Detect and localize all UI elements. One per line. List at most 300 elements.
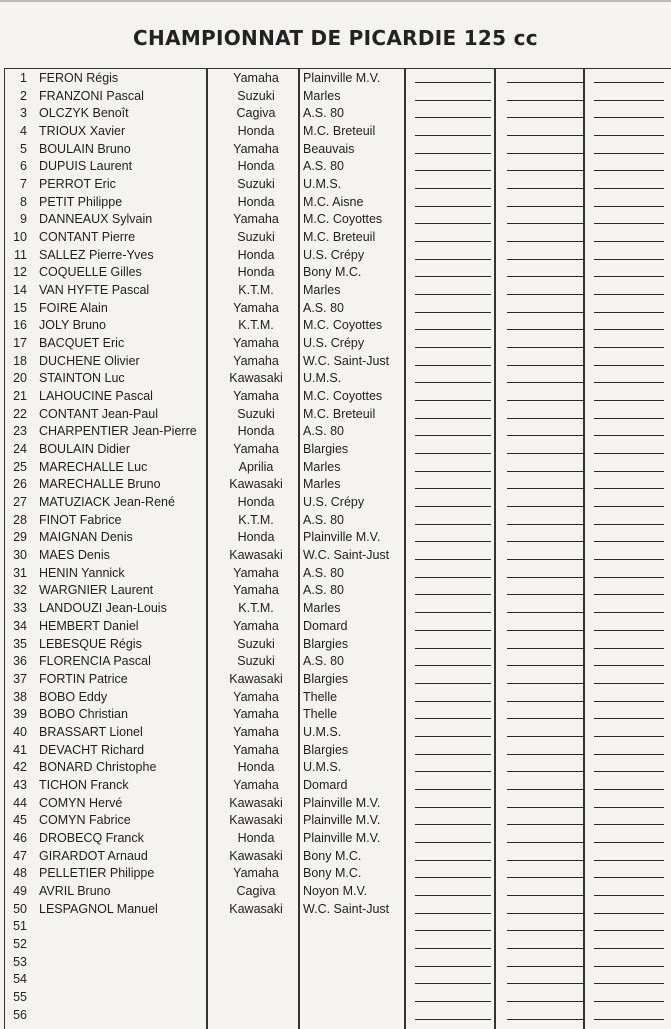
result-blank-line[interactable]: [415, 683, 491, 684]
result-blank-line[interactable]: [507, 913, 583, 914]
result-blank-line[interactable]: [594, 382, 664, 383]
result-blank-line[interactable]: [594, 665, 664, 666]
result-blank-line[interactable]: [507, 860, 583, 861]
result-blank-line[interactable]: [594, 294, 664, 295]
motorcycle-make: Honda: [237, 247, 275, 262]
result-blank-line[interactable]: [507, 506, 583, 507]
rider-number: 54: [13, 972, 27, 987]
table-row: [5, 158, 671, 176]
result-blank-line[interactable]: [415, 1001, 491, 1002]
result-blank-line[interactable]: [507, 524, 583, 525]
result-blank-line[interactable]: [415, 771, 491, 772]
result-blank-line[interactable]: [594, 736, 664, 737]
rider-club: Bony M.C.: [303, 866, 362, 881]
motorcycle-make: Yamaha: [233, 689, 279, 704]
result-blank-line[interactable]: [415, 188, 491, 189]
table-row: [5, 582, 671, 600]
rider-name: MAES Denis: [39, 548, 110, 563]
rider-club: W.C. Saint-Just: [303, 548, 390, 563]
result-blank-line[interactable]: [415, 135, 491, 136]
rider-number: 38: [13, 689, 27, 704]
result-blank-line[interactable]: [594, 683, 664, 684]
rider-number: 15: [13, 300, 27, 315]
result-blank-line[interactable]: [594, 471, 664, 472]
result-blank-line[interactable]: [507, 1001, 583, 1002]
rider-name: FORTIN Patrice: [39, 671, 128, 686]
rider-name: DANNEAUX Sylvain: [39, 212, 153, 227]
result-blank-line[interactable]: [507, 966, 583, 967]
rider-club: Marles: [303, 601, 341, 616]
result-blank-line[interactable]: [594, 453, 664, 454]
result-blank-line[interactable]: [415, 524, 491, 525]
result-blank-line[interactable]: [415, 365, 491, 366]
result-blank-line[interactable]: [594, 170, 664, 171]
result-blank-line[interactable]: [594, 1019, 664, 1020]
rider-name: BOBO Eddy: [39, 689, 108, 704]
result-blank-line[interactable]: [507, 453, 583, 454]
table-row: [5, 848, 671, 866]
rider-club: U.S. Crépy: [303, 336, 365, 351]
result-blank-line[interactable]: [594, 223, 664, 224]
result-blank-line[interactable]: [594, 100, 664, 101]
result-blank-line[interactable]: [415, 347, 491, 348]
rider-name: DUCHENE Olivier: [39, 353, 140, 368]
result-blank-line[interactable]: [594, 630, 664, 631]
result-blank-line[interactable]: [594, 400, 664, 401]
table-row: [5, 141, 671, 159]
result-blank-line[interactable]: [594, 789, 664, 790]
result-blank-line[interactable]: [507, 630, 583, 631]
result-blank-line[interactable]: [415, 170, 491, 171]
result-blank-line[interactable]: [415, 418, 491, 419]
result-blank-line[interactable]: [415, 913, 491, 914]
result-blank-line[interactable]: [415, 665, 491, 666]
result-blank-line[interactable]: [415, 223, 491, 224]
motorcycle-make: Honda: [237, 194, 275, 209]
rider-name: VAN HYFTE Pascal: [39, 283, 150, 298]
result-blank-line[interactable]: [594, 966, 664, 967]
result-blank-line[interactable]: [415, 789, 491, 790]
rider-club: Plainville M.V.: [303, 830, 381, 845]
result-blank-line[interactable]: [415, 594, 491, 595]
rider-number: 50: [13, 901, 27, 916]
table-row: [5, 335, 671, 353]
result-blank-line[interactable]: [594, 524, 664, 525]
result-blank-line[interactable]: [594, 718, 664, 719]
result-blank-line[interactable]: [415, 648, 491, 649]
result-blank-line[interactable]: [594, 312, 664, 313]
rider-name: HEMBERT Daniel: [39, 618, 139, 633]
result-blank-line[interactable]: [594, 895, 664, 896]
table-row: [5, 388, 671, 406]
rider-number: 46: [13, 830, 27, 845]
motorcycle-make: K.T.M.: [238, 512, 274, 527]
rider-number: 18: [13, 353, 27, 368]
rider-name: BONARD Christophe: [39, 760, 157, 775]
result-blank-line[interactable]: [594, 913, 664, 914]
result-blank-line[interactable]: [594, 771, 664, 772]
result-blank-line[interactable]: [415, 630, 491, 631]
result-blank-line[interactable]: [507, 435, 583, 436]
table-row: [5, 936, 671, 954]
motorcycle-make: Kawasaki: [229, 813, 283, 828]
rider-club: Blargies: [303, 636, 349, 651]
table-row: [5, 406, 671, 424]
table-row: [5, 441, 671, 459]
result-blank-line[interactable]: [507, 365, 583, 366]
rider-name: PELLETIER Philippe: [39, 866, 155, 881]
result-blank-line[interactable]: [507, 312, 583, 313]
result-blank-line[interactable]: [507, 294, 583, 295]
rider-number: 25: [13, 459, 27, 474]
result-blank-line[interactable]: [507, 276, 583, 277]
motorcycle-make: Yamaha: [233, 866, 279, 881]
rider-name: MARECHALLE Bruno: [39, 477, 161, 492]
motorcycle-make: Yamaha: [233, 212, 279, 227]
result-blank-line[interactable]: [594, 559, 664, 560]
result-blank-line[interactable]: [594, 435, 664, 436]
rider-club: Thelle: [303, 707, 338, 722]
rider-name: JOLY Bruno: [39, 318, 106, 333]
result-blank-line[interactable]: [594, 259, 664, 260]
result-blank-line[interactable]: [594, 347, 664, 348]
rider-number: 44: [13, 795, 27, 810]
table-row: [5, 865, 671, 883]
rider-club: Beauvais: [303, 141, 355, 156]
result-blank-line[interactable]: [507, 206, 583, 207]
rider-number: 52: [13, 936, 27, 951]
result-blank-line[interactable]: [415, 276, 491, 277]
rider-number: 10: [13, 230, 27, 245]
result-blank-line[interactable]: [507, 188, 583, 189]
result-blank-line[interactable]: [415, 930, 491, 931]
result-blank-line[interactable]: [507, 683, 583, 684]
motorcycle-make: K.T.M.: [238, 318, 274, 333]
motorcycle-make: Kawasaki: [229, 371, 283, 386]
result-blank-line[interactable]: [507, 736, 583, 737]
table-row: [5, 565, 671, 583]
result-blank-line[interactable]: [594, 506, 664, 507]
table-row: [5, 724, 671, 742]
motorcycle-make: Honda: [237, 265, 275, 280]
table-row: [5, 636, 671, 654]
result-blank-line[interactable]: [594, 754, 664, 755]
result-blank-line[interactable]: [415, 895, 491, 896]
result-blank-line[interactable]: [507, 877, 583, 878]
result-blank-line[interactable]: [507, 559, 583, 560]
result-blank-line[interactable]: [507, 948, 583, 949]
rider-number: 31: [13, 565, 27, 580]
result-blank-line[interactable]: [507, 771, 583, 772]
result-blank-line[interactable]: [415, 82, 491, 83]
result-blank-line[interactable]: [415, 824, 491, 825]
result-blank-line[interactable]: [415, 966, 491, 967]
rider-number: 11: [14, 247, 27, 262]
result-blank-line[interactable]: [415, 435, 491, 436]
result-blank-line[interactable]: [415, 312, 491, 313]
rider-number: 40: [13, 724, 27, 739]
result-blank-line[interactable]: [507, 135, 583, 136]
result-blank-line[interactable]: [594, 594, 664, 595]
result-blank-line[interactable]: [594, 153, 664, 154]
result-blank-line[interactable]: [507, 117, 583, 118]
result-blank-line[interactable]: [594, 418, 664, 419]
result-blank-line[interactable]: [507, 153, 583, 154]
table-row: [5, 88, 671, 106]
rider-number: 33: [13, 601, 27, 616]
table-row: [5, 317, 671, 335]
table-row: [5, 671, 671, 689]
motorcycle-make: Honda: [237, 495, 275, 510]
motorcycle-make: Kawasaki: [229, 795, 283, 810]
result-blank-line[interactable]: [594, 612, 664, 613]
result-blank-line[interactable]: [507, 488, 583, 489]
result-blank-line[interactable]: [594, 541, 664, 542]
result-blank-line[interactable]: [507, 648, 583, 649]
rider-number: 47: [13, 848, 27, 863]
table-row: [5, 370, 671, 388]
motorcycle-make: Kawasaki: [229, 848, 283, 863]
result-blank-line[interactable]: [507, 701, 583, 702]
rider-club: Marles: [303, 283, 341, 298]
result-blank-line[interactable]: [507, 594, 583, 595]
result-blank-line[interactable]: [594, 877, 664, 878]
result-blank-line[interactable]: [594, 577, 664, 578]
result-blank-line[interactable]: [507, 789, 583, 790]
motorcycle-make: K.T.M.: [238, 283, 274, 298]
rider-club: Blargies: [303, 742, 349, 757]
result-blank-line[interactable]: [415, 382, 491, 383]
result-blank-line[interactable]: [415, 718, 491, 719]
rider-name: CONTANT Pierre: [39, 230, 136, 245]
rider-name: FLORENCIA Pascal: [39, 654, 151, 669]
rider-number: 14: [13, 283, 27, 298]
rider-name: MATUZIACK Jean-René: [39, 495, 175, 510]
result-blank-line[interactable]: [507, 718, 583, 719]
rider-club: U.M.S.: [303, 177, 342, 192]
motorcycle-make: Yamaha: [233, 141, 279, 156]
result-blank-line[interactable]: [507, 347, 583, 348]
rider-club: A.S. 80: [303, 583, 344, 598]
motorcycle-make: Suzuki: [237, 654, 275, 669]
result-blank-line[interactable]: [507, 754, 583, 755]
rider-number: 27: [13, 495, 27, 510]
result-blank-line[interactable]: [507, 400, 583, 401]
result-blank-line[interactable]: [415, 577, 491, 578]
table-row: [5, 123, 671, 141]
table-row: [5, 176, 671, 194]
result-blank-line[interactable]: [594, 948, 664, 949]
table-row: [5, 600, 671, 618]
result-blank-line[interactable]: [594, 824, 664, 825]
motorcycle-make: Aprilia: [238, 459, 274, 474]
motorcycle-make: Kawasaki: [229, 477, 283, 492]
result-blank-line[interactable]: [415, 100, 491, 101]
rider-name: AVRIL Bruno: [39, 883, 111, 898]
result-blank-line[interactable]: [594, 365, 664, 366]
rider-name: FINOT Fabrice: [39, 512, 122, 527]
rider-club: Blargies: [303, 671, 349, 686]
rider-name: GIRARDOT Arnaud: [39, 848, 148, 863]
result-blank-line[interactable]: [507, 1019, 583, 1020]
result-blank-line[interactable]: [415, 736, 491, 737]
motorcycle-make: Kawasaki: [229, 671, 283, 686]
result-blank-line[interactable]: [415, 983, 491, 984]
result-blank-line[interactable]: [507, 577, 583, 578]
result-blank-line[interactable]: [415, 541, 491, 542]
result-blank-line[interactable]: [594, 860, 664, 861]
rider-number: 37: [13, 671, 27, 686]
rider-number: 8: [20, 194, 27, 209]
rider-number: 45: [13, 813, 27, 828]
rider-club: U.M.S.: [303, 724, 342, 739]
rider-name: CONTANT Jean-Paul: [39, 406, 159, 421]
table-row: [5, 1007, 671, 1025]
result-blank-line[interactable]: [415, 259, 491, 260]
rider-name: COMYN Hervé: [39, 795, 123, 810]
result-blank-line[interactable]: [594, 842, 664, 843]
result-blank-line[interactable]: [507, 983, 583, 984]
result-blank-line[interactable]: [415, 506, 491, 507]
rider-club: M.C. Breteuil: [303, 124, 376, 139]
rider-number: 16: [13, 318, 27, 333]
rider-club: Plainville M.V.: [303, 813, 381, 828]
rider-name: HENIN Yannick: [39, 565, 125, 580]
rider-club: Marles: [303, 459, 341, 474]
result-blank-line[interactable]: [507, 612, 583, 613]
result-blank-line[interactable]: [415, 206, 491, 207]
result-blank-line[interactable]: [415, 701, 491, 702]
rider-number: 24: [13, 442, 27, 457]
rider-number: 41: [13, 742, 27, 757]
result-blank-line[interactable]: [415, 877, 491, 878]
rider-name: COQUELLE Gilles: [39, 265, 142, 280]
result-blank-line[interactable]: [415, 754, 491, 755]
result-blank-line[interactable]: [594, 930, 664, 931]
motorcycle-make: Suzuki: [237, 406, 275, 421]
result-blank-line[interactable]: [415, 294, 491, 295]
result-blank-line[interactable]: [594, 329, 664, 330]
result-blank-line[interactable]: [594, 188, 664, 189]
table-row: [5, 795, 671, 813]
rider-number: 49: [13, 883, 27, 898]
rider-name: MARECHALLE Luc: [39, 459, 148, 474]
result-blank-line[interactable]: [594, 241, 664, 242]
rider-name: FOIRE Alain: [39, 300, 108, 315]
rider-number: 17: [13, 336, 27, 351]
result-blank-line[interactable]: [507, 471, 583, 472]
result-blank-line[interactable]: [507, 100, 583, 101]
result-blank-line[interactable]: [594, 983, 664, 984]
rider-name: WARGNIER Laurent: [39, 583, 154, 598]
result-blank-line[interactable]: [507, 665, 583, 666]
result-blank-line[interactable]: [415, 153, 491, 154]
result-blank-line[interactable]: [507, 842, 583, 843]
result-blank-line[interactable]: [507, 895, 583, 896]
result-blank-line[interactable]: [415, 241, 491, 242]
rider-name: TICHON Franck: [39, 777, 129, 792]
rider-number: 35: [13, 636, 27, 651]
result-blank-line[interactable]: [415, 612, 491, 613]
rider-number: 34: [13, 618, 27, 633]
result-blank-line[interactable]: [594, 807, 664, 808]
result-blank-line[interactable]: [507, 930, 583, 931]
table-row: [5, 512, 671, 530]
table-row: [5, 954, 671, 972]
table-row: [5, 300, 671, 318]
rider-club: Noyon M.V.: [303, 883, 368, 898]
motorcycle-make: Honda: [237, 124, 275, 139]
table-row: [5, 105, 671, 123]
result-blank-line[interactable]: [507, 82, 583, 83]
rider-club: M.C. Aisne: [303, 194, 364, 209]
motorcycle-make: Kawasaki: [229, 901, 283, 916]
motorcycle-make: Yamaha: [233, 724, 279, 739]
result-blank-line[interactable]: [594, 701, 664, 702]
result-blank-line[interactable]: [507, 541, 583, 542]
result-blank-line[interactable]: [594, 117, 664, 118]
rider-name: OLCZYK Benoît: [39, 106, 129, 121]
rider-club: A.S. 80: [303, 424, 344, 439]
result-blank-line[interactable]: [594, 1001, 664, 1002]
result-blank-line[interactable]: [594, 648, 664, 649]
result-blank-line[interactable]: [594, 206, 664, 207]
result-blank-line[interactable]: [415, 1019, 491, 1020]
rider-number: 36: [13, 654, 27, 669]
table-row: [5, 194, 671, 212]
result-blank-line[interactable]: [594, 488, 664, 489]
result-blank-line[interactable]: [507, 259, 583, 260]
rider-club: Bony M.C.: [303, 265, 362, 280]
motorcycle-make: Honda: [237, 830, 275, 845]
result-blank-line[interactable]: [507, 382, 583, 383]
rider-club: M.C. Breteuil: [303, 406, 376, 421]
result-blank-line[interactable]: [507, 807, 583, 808]
table-row: [5, 423, 671, 441]
result-blank-line[interactable]: [415, 860, 491, 861]
result-blank-line[interactable]: [415, 948, 491, 949]
rider-name: BACQUET Eric: [39, 336, 125, 351]
result-blank-line[interactable]: [507, 824, 583, 825]
result-blank-line[interactable]: [415, 400, 491, 401]
rider-club: A.S. 80: [303, 300, 344, 315]
rider-number: 42: [13, 760, 27, 775]
result-blank-line[interactable]: [594, 82, 664, 83]
result-blank-line[interactable]: [415, 842, 491, 843]
result-blank-line[interactable]: [415, 488, 491, 489]
rider-club: U.S. Crépy: [303, 247, 365, 262]
result-blank-line[interactable]: [415, 329, 491, 330]
result-blank-line[interactable]: [507, 329, 583, 330]
result-blank-line[interactable]: [507, 418, 583, 419]
result-blank-line[interactable]: [594, 276, 664, 277]
motorcycle-make: Yamaha: [233, 777, 279, 792]
result-blank-line[interactable]: [415, 559, 491, 560]
rider-name: CHARPENTIER Jean-Pierre: [39, 424, 197, 439]
result-blank-line[interactable]: [594, 135, 664, 136]
result-blank-line[interactable]: [415, 471, 491, 472]
rider-name: DUPUIS Laurent: [39, 159, 133, 174]
result-blank-line[interactable]: [415, 453, 491, 454]
result-blank-line[interactable]: [507, 223, 583, 224]
result-blank-line[interactable]: [507, 241, 583, 242]
motorcycle-make: Suzuki: [237, 177, 275, 192]
result-blank-line[interactable]: [507, 170, 583, 171]
rider-club: U.M.S.: [303, 371, 342, 386]
result-blank-line[interactable]: [415, 117, 491, 118]
result-blank-line[interactable]: [415, 807, 491, 808]
rider-number: 43: [13, 777, 27, 792]
